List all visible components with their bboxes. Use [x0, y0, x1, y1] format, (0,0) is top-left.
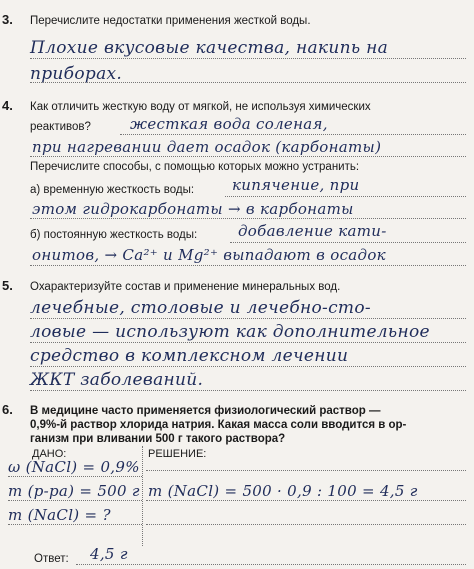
q3-answer-line2: приборах. [30, 64, 123, 84]
solution-line [146, 470, 466, 471]
q4-b-answer2: онитов, → Ca²⁺ и Mg²⁺ выпадают в осадок [32, 246, 386, 264]
q3-number: 3. [2, 12, 13, 27]
answer-line [30, 82, 466, 83]
answer-line [76, 564, 466, 565]
q5-answer-line4: ЖКТ заболеваний. [30, 370, 204, 390]
answer-line [30, 366, 466, 367]
answer-line [30, 318, 466, 319]
answer-line [30, 218, 466, 219]
q6-question-line3: ганизм при вливании 500 г такого раствора? [30, 433, 286, 445]
q4-question-line2: реактивов? [30, 121, 91, 133]
q4-answer-line1: жесткая вода соленая, [130, 115, 328, 133]
answer-line [30, 58, 466, 59]
q5-answer-line1: лечебные, столовые и лечебно-сто- [30, 298, 371, 318]
q6-number: 6. [2, 402, 13, 417]
answer-line [30, 156, 466, 157]
q5-question: Охарактеризуйте состав и применение минеральных вод. [30, 281, 341, 293]
q6-question-line1: В медицине часто применяется физиологический раствор — [30, 405, 381, 417]
solution-line [146, 500, 466, 501]
q4-number: 4. [2, 98, 13, 113]
q4-b-answer1: добавление кати- [238, 222, 387, 240]
q4-a-answer2: этом гидрокарбонаты → в карбонаты [32, 200, 354, 218]
q4-answer-line2: при нагревании дает осадок (карбонаты) [32, 138, 382, 156]
answer-line [30, 265, 466, 266]
q4-a-answer1: кипячение, при [232, 176, 360, 194]
q4-subquestion: Перечислите способы, с помощью которых можно устранить: [30, 161, 360, 173]
q3-question: Перечислите недостатки применения жесткой воды. [30, 15, 311, 27]
q6-given3: m (NaCl) = ? [8, 506, 111, 524]
answer-line [30, 390, 466, 391]
q3-answer-line1: Плохие вкусовые качества, накипь на [30, 38, 389, 58]
given-solution-divider [142, 446, 143, 546]
solution-line [146, 524, 466, 525]
q6-given2: m (р-ра) = 500 г [8, 482, 140, 500]
q5-answer-line2: ловые — используют как дополнительное [30, 322, 430, 342]
given-line [8, 476, 142, 477]
given-line [8, 500, 142, 501]
q5-number: 5. [2, 278, 13, 293]
q6-answer: 4,5 г [90, 545, 128, 563]
q5-answer-line3: средство в комплексном лечении [30, 346, 349, 366]
q6-given1: ω (NaCl) = 0,9% [8, 458, 140, 476]
given-label: ДАНО: [32, 448, 67, 460]
q6-question-line2: 0,9%-й раствор хлорида натрия. Какая масса соли вводится в ор- [30, 419, 407, 431]
q4-a-label: а) временную жесткость воды: [30, 184, 195, 196]
given-line [8, 524, 142, 525]
answer-line [120, 134, 466, 135]
q6-solution: m (NaCl) = 500 · 0,9 : 100 = 4,5 г [148, 482, 418, 500]
answer-line [225, 196, 466, 197]
solution-label: РЕШЕНИЕ: [148, 448, 207, 460]
answer-label: Ответ: [34, 553, 69, 565]
answer-line [30, 342, 466, 343]
answer-line [230, 242, 466, 243]
q4-b-label: б) постоянную жесткость воды: [30, 229, 198, 241]
q4-question-line1: Как отличить жесткую воду от мягкой, не используя химических [30, 101, 371, 113]
